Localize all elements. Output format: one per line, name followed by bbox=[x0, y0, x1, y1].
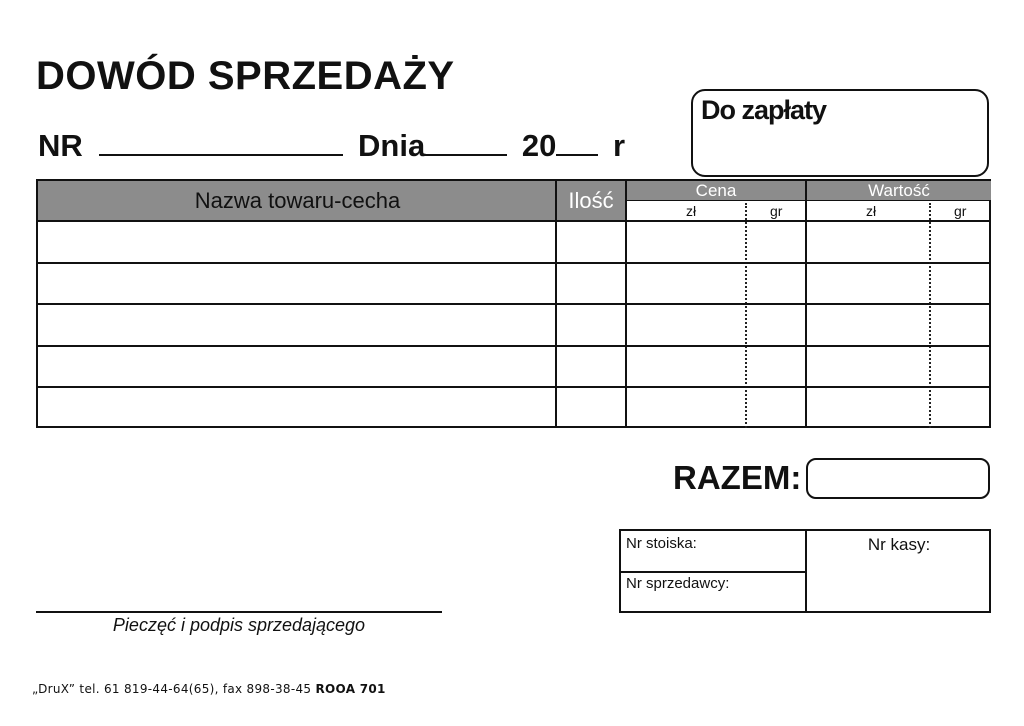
year-prefix: 20 bbox=[521, 128, 557, 163]
signature-caption: Pieczęć i podpis sprzedającego bbox=[112, 615, 366, 635]
subheader-price-zl: zł bbox=[686, 203, 697, 219]
total-box[interactable] bbox=[806, 458, 990, 499]
year-field[interactable] bbox=[556, 134, 598, 156]
date-label: Dnia bbox=[358, 128, 426, 163]
footer-text bbox=[32, 682, 386, 696]
register-label: Nr kasy: bbox=[867, 535, 931, 554]
table-row[interactable] bbox=[38, 305, 991, 345]
table-row[interactable] bbox=[38, 264, 991, 303]
seller-label: Nr sprzedawcy: bbox=[626, 575, 730, 592]
footer-publisher: „DruX” tel. 61 819-44-64(65), fax 898-38-45 bbox=[32, 682, 312, 696]
info-divider bbox=[621, 571, 805, 573]
items-table bbox=[36, 179, 991, 428]
nr-field[interactable] bbox=[99, 134, 343, 156]
stand-label: Nr stoiska: bbox=[626, 535, 697, 552]
signature-line[interactable] bbox=[36, 611, 442, 613]
subheader-price-gr: gr bbox=[770, 203, 783, 219]
nr-label: NR bbox=[38, 128, 83, 163]
table-row[interactable] bbox=[38, 388, 991, 428]
header-price: Cena bbox=[695, 181, 737, 200]
header-quantity: Ilość bbox=[568, 188, 614, 213]
subheader-divider bbox=[625, 200, 991, 201]
table-row[interactable] bbox=[38, 347, 991, 386]
payment-box[interactable] bbox=[691, 89, 989, 177]
date-field[interactable] bbox=[425, 134, 507, 156]
document-title: DOWÓD SPRZEDAŻY bbox=[36, 54, 455, 98]
total-label: RAZEM: bbox=[673, 459, 802, 496]
info-table bbox=[619, 529, 991, 613]
header-name: Nazwa towaru-cecha bbox=[194, 188, 401, 213]
subheader-value-zl: zł bbox=[866, 203, 877, 219]
table-row[interactable] bbox=[38, 222, 991, 262]
header-value: Wartość bbox=[868, 181, 930, 200]
payment-label: Do zapłaty bbox=[701, 95, 827, 125]
subheader-value-gr: gr bbox=[954, 203, 967, 219]
number-date-line bbox=[38, 128, 625, 164]
year-suffix: r bbox=[612, 128, 626, 163]
footer-code: ROOA 701 bbox=[315, 682, 386, 696]
